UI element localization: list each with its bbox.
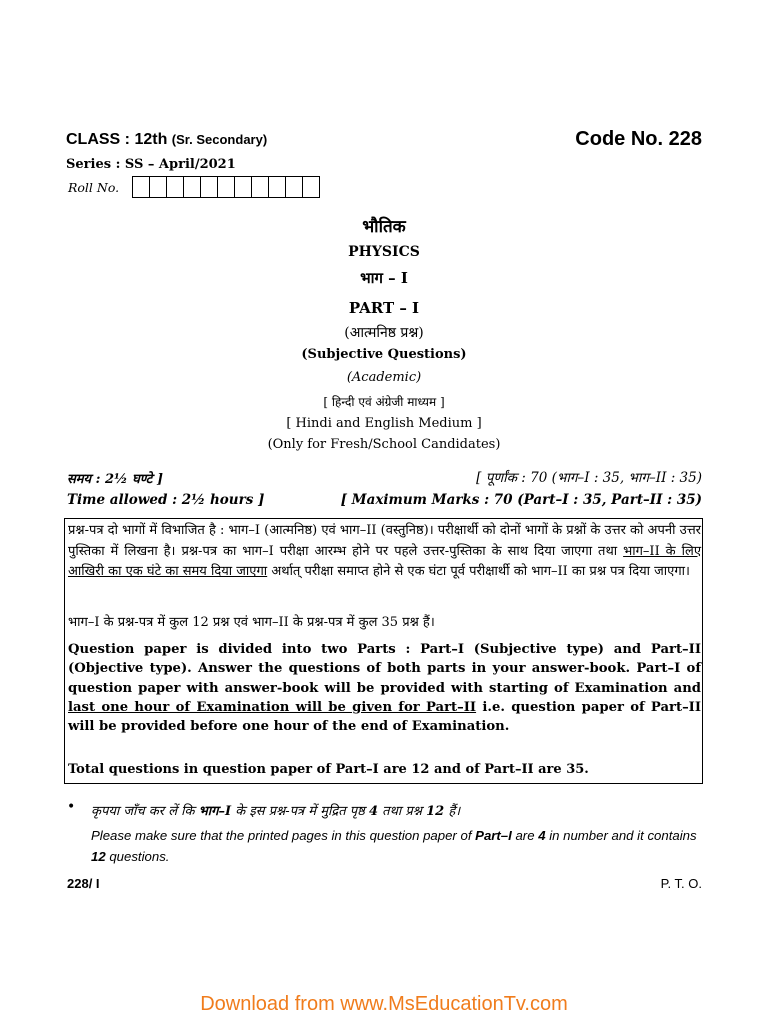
roll-no-box[interactable] <box>132 176 150 198</box>
maximum-marks: [ Maximum Marks : 70 (Part–I : 35, Part–II : 35) <box>340 492 702 508</box>
instr-hindi-1-underline: भाग–II के लिए आखिरी का एक घंटे का समय दिया जाएगा <box>68 543 702 579</box>
roll-no-box[interactable] <box>200 176 218 198</box>
note-hindi-g: हैं। <box>444 804 461 819</box>
instr-english-1b: i.e. question paper of Part–II will be provided before one hour of the end of Examination. <box>68 699 702 735</box>
time-hindi: समय : 2½ घण्टे ] <box>67 472 164 487</box>
note-hindi <box>91 801 460 819</box>
roll-no-box[interactable] <box>302 176 320 198</box>
candidates-note: (Only for Fresh/School Candidates) <box>267 437 501 452</box>
subject-title: PHYSICS <box>348 244 420 260</box>
roll-no-box[interactable] <box>268 176 286 198</box>
series-label: Series : SS – April/2021 <box>66 157 236 172</box>
class-sub: (Sr. Secondary) <box>171 132 268 147</box>
note-english-b: Part–I <box>475 828 512 843</box>
note-english-g: questions. <box>105 849 170 864</box>
pto-label: P. T. O. <box>660 876 702 891</box>
paper-code: 228/ I <box>67 876 100 891</box>
subject-hindi: भौतिक <box>362 217 406 237</box>
roll-no-box[interactable] <box>234 176 252 198</box>
note-bullet: • <box>67 799 76 815</box>
instructions-box <box>64 518 703 784</box>
note-hindi-a: कृपया जाँच कर लें कि <box>91 804 199 819</box>
note-english <box>91 825 705 867</box>
roll-no-label: Roll No. <box>68 180 120 195</box>
instructions-hindi-2: भाग–I के प्रश्न-पत्र में कुल 12 प्रश्न एवं भाग–II के प्रश्न-पत्र में कुल 35 प्रश्न हैं। <box>68 615 435 630</box>
instructions-hindi-1 <box>68 521 701 583</box>
note-english-d: 4 <box>538 828 546 843</box>
note-hindi-e: तथा प्रश्न <box>378 804 427 819</box>
question-type-hindi: (आत्मनिष्ठ प्रश्न) <box>344 325 424 341</box>
medium-hindi: [ हिन्दी एवं अंग्रेजी माध्यम ] <box>323 395 445 409</box>
note-english-a: Please make sure that the printed pages in this question paper of <box>91 828 476 843</box>
time-allowed: Time allowed : 2½ hours ] <box>67 492 265 508</box>
instr-english-1-underline: last one hour of Examination will be given for Part–II <box>68 699 477 715</box>
note-english-e: in number and it contains <box>545 828 697 843</box>
code-number: Code No. 228 <box>575 128 702 150</box>
part-title: PART – I <box>348 299 420 317</box>
note-english-f: 12 <box>91 849 106 864</box>
roll-no-box[interactable] <box>285 176 303 198</box>
stream-label: (Academic) <box>346 370 422 385</box>
note-hindi-d: 4 <box>368 804 379 819</box>
roll-no-box[interactable] <box>251 176 269 198</box>
medium-english: [ Hindi and English Medium ] <box>286 416 482 431</box>
note-hindi-c: के इस प्रश्न-पत्र में मुद्रित पृष्ठ <box>231 804 369 819</box>
download-link[interactable]: Download from www.MsEducationTv.com <box>200 993 568 1015</box>
class-label <box>66 131 267 149</box>
roll-no-box[interactable] <box>166 176 184 198</box>
part-hindi: भाग – I <box>360 269 408 287</box>
note-hindi-f: 12 <box>426 804 445 819</box>
roll-no-box[interactable] <box>149 176 167 198</box>
roll-no-boxes[interactable] <box>133 176 320 198</box>
question-type: (Subjective Questions) <box>301 347 467 362</box>
marks-hindi: [ पूर्णांक : 70 (भाग–I : 35, भाग–II : 35) <box>476 470 702 486</box>
roll-no-box[interactable] <box>183 176 201 198</box>
instr-english-1a: Question paper is divided into two Parts : Part–I (Subjective type) and Part–II (Objective type). Answer the questions of both parts in your answer-book. Part–I of question paper with answer-book will be provided with starting of Examination and <box>68 642 701 696</box>
note-hindi-b: भाग–I <box>198 804 232 819</box>
roll-no-box[interactable] <box>217 176 235 198</box>
class-main: CLASS : 12th <box>66 131 168 148</box>
instr-hindi-1a: प्रश्न-पत्र दो भागों में विभाजित है : भाग–I (आत्मनिष्ठ) एवं भाग–II (वस्तुनिष्ठ)। परीक्षार्थी को दोनों भागों के प्रश्नों के उत्तर को अपनी उत्तर पुस्तिका में लिखना है। प्रश्न-पत्र का भाग–I परीक्षा आरम्भ होने पर पहले उत्तर-पुस्तिका के साथ दिया जाएगा तथा <box>68 523 701 559</box>
instructions-english-1 <box>68 640 701 736</box>
note-english-c: are <box>511 828 539 843</box>
instructions-english-2: Total questions in question paper of Part–I are 12 and of Part–II are 35. <box>68 762 589 777</box>
instr-hindi-1b: अर्थात् परीक्षा समाप्त होने से एक घंटा पूर्व परीक्षार्थी को भाग–II का प्रश्न पत्र दिया जाएगा। <box>271 564 690 579</box>
